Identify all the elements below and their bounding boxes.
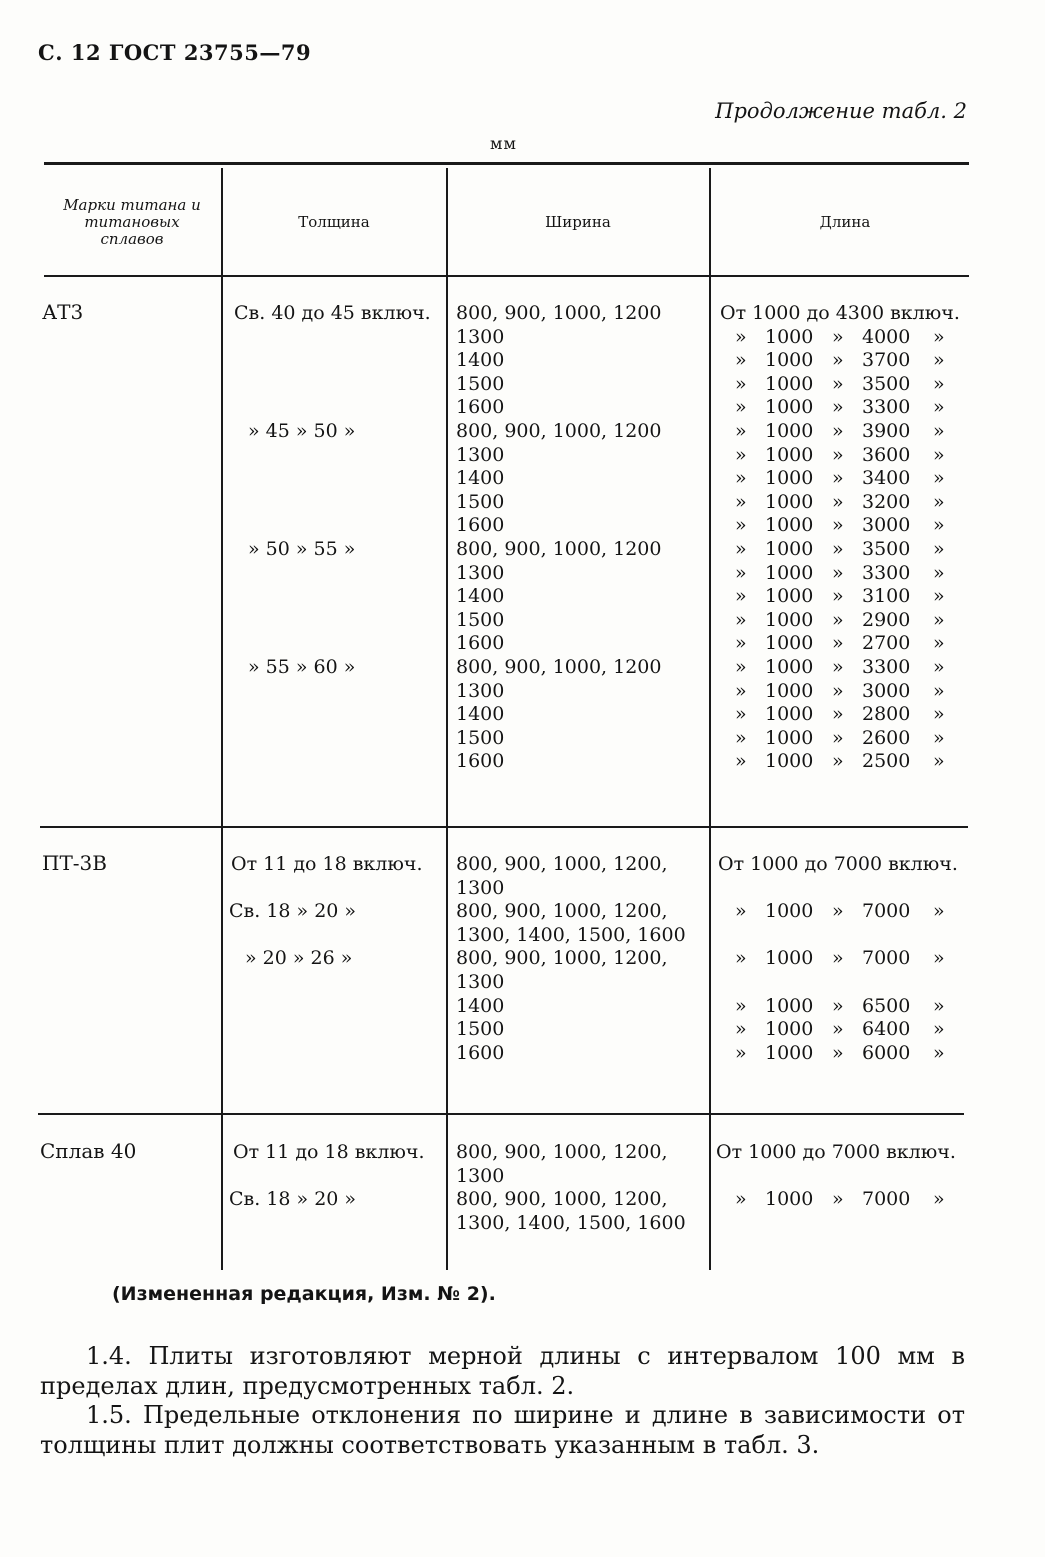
- length-row: [0, 585, 1045, 609]
- ditto-mark: »: [832, 750, 844, 773]
- ditto-mark: »: [832, 1188, 844, 1211]
- length-value: 1000: [765, 1188, 814, 1211]
- length-row: [0, 750, 1045, 774]
- ditto-mark: »: [832, 467, 844, 490]
- ditto-mark: »: [735, 349, 747, 372]
- ditto-mark: »: [832, 679, 844, 702]
- length-value: 1000: [765, 656, 814, 678]
- ditto-mark: »: [832, 632, 844, 655]
- length-value: 3500: [862, 372, 911, 395]
- length-row: [0, 538, 1045, 562]
- paragraph-1-5: 1.5. Предельные отклонения по ширине и длине в зависимости от толщины плит должны соответствовать указанным в табл. 3.: [40, 1401, 965, 1459]
- ditto-mark: »: [735, 538, 747, 560]
- length-value: 1000: [765, 467, 814, 490]
- width-cell: 1300: [456, 325, 505, 348]
- ditto-mark: »: [735, 1018, 747, 1041]
- length-row: [0, 326, 1045, 350]
- thickness-cell: От 11 до 18 включ.: [231, 853, 423, 875]
- length-value: 1000: [765, 420, 814, 442]
- width-cell: 1400: [456, 467, 505, 490]
- ditto-mark: »: [933, 994, 945, 1017]
- ditto-mark: »: [933, 679, 945, 702]
- width-cell: 800, 900, 1000, 1200,: [456, 1188, 668, 1211]
- length-row: [0, 420, 1045, 444]
- ditto-mark: »: [735, 396, 747, 419]
- length-value: 3000: [862, 679, 911, 702]
- thickness-cell: От 11 до 18 включ.: [233, 1141, 425, 1163]
- length-value: 1000: [765, 325, 814, 348]
- length-value: 1000: [765, 994, 814, 1017]
- length-row: [0, 514, 1045, 538]
- length-value: 2500: [862, 750, 911, 773]
- group-separator-2: [38, 1113, 964, 1115]
- length-row: [0, 467, 1045, 491]
- length-value: 2600: [862, 726, 911, 749]
- width-cell: 1500: [456, 490, 505, 513]
- width-cell: 800, 900, 1000, 1200,: [456, 1141, 668, 1163]
- ditto-mark: »: [735, 608, 747, 631]
- width-cell: 1300: [456, 971, 505, 993]
- ditto-mark: »: [933, 1041, 945, 1064]
- length-value: 1000: [765, 514, 814, 537]
- length-value: 4000: [862, 325, 911, 348]
- length-value: 3400: [862, 467, 911, 490]
- length-row: [0, 632, 1045, 656]
- ditto-mark: »: [735, 726, 747, 749]
- ditto-mark: »: [832, 900, 844, 923]
- width-cell: 800, 900, 1000, 1200: [456, 302, 662, 324]
- length-cell: От 1000 до 7000 включ.: [718, 853, 958, 875]
- grade-label: Сплав 40: [40, 1139, 137, 1163]
- width-cell: 1600: [456, 514, 505, 537]
- ditto-mark: »: [735, 420, 747, 442]
- length-value: 1000: [765, 372, 814, 395]
- ditto-mark: »: [933, 420, 945, 442]
- thickness-cell: » 50 » 55 »: [248, 538, 356, 560]
- length-value: 1000: [765, 538, 814, 560]
- length-cell: От 1000 до 7000 включ.: [716, 1141, 956, 1163]
- ditto-mark: »: [832, 994, 844, 1017]
- length-row: [0, 727, 1045, 751]
- ditto-mark: »: [735, 703, 747, 726]
- width-cell: 1300, 1400, 1500, 1600: [456, 923, 686, 946]
- width-cell: 1300: [456, 876, 505, 899]
- length-value: 3000: [862, 514, 911, 537]
- ditto-mark: »: [933, 1018, 945, 1041]
- length-row: [0, 900, 1045, 924]
- ditto-mark: »: [735, 514, 747, 537]
- ditto-mark: »: [735, 585, 747, 608]
- length-cell: От 1000 до 4300 включ.: [720, 302, 960, 324]
- ditto-mark: »: [832, 538, 844, 560]
- width-cell: 1300: [456, 679, 505, 702]
- width-cell: 800, 900, 1000, 1200: [456, 656, 662, 678]
- length-row: [0, 1042, 1045, 1066]
- width-cell: 1400: [456, 703, 505, 726]
- ditto-mark: »: [933, 490, 945, 513]
- header-thickness: Толщина: [298, 213, 370, 231]
- width-cell: 1500: [456, 372, 505, 395]
- ditto-mark: »: [933, 538, 945, 560]
- ditto-mark: »: [832, 656, 844, 678]
- length-value: 3300: [862, 396, 911, 419]
- ditto-mark: »: [832, 325, 844, 348]
- length-value: 6500: [862, 994, 911, 1017]
- ditto-mark: »: [933, 656, 945, 678]
- header-width: Ширина: [545, 213, 611, 231]
- ditto-mark: »: [735, 947, 747, 970]
- ditto-mark: »: [735, 561, 747, 584]
- width-cell: 800, 900, 1000, 1200: [456, 420, 662, 442]
- thickness-cell: Св. 18 » 20 »: [229, 900, 357, 923]
- length-row: [0, 373, 1045, 397]
- ditto-mark: »: [933, 349, 945, 372]
- length-row: [0, 656, 1045, 680]
- length-value: 1000: [765, 349, 814, 372]
- ditto-mark: »: [933, 325, 945, 348]
- ditto-mark: »: [832, 396, 844, 419]
- ditto-mark: »: [933, 561, 945, 584]
- ditto-mark: »: [933, 396, 945, 419]
- ditto-mark: »: [735, 656, 747, 678]
- ditto-mark: »: [933, 703, 945, 726]
- edition-note: (Измененная редакция, Изм. № 2).: [112, 1283, 496, 1305]
- width-cell: 800, 900, 1000, 1200,: [456, 900, 668, 923]
- ditto-mark: »: [832, 349, 844, 372]
- width-cell: 1500: [456, 608, 505, 631]
- length-value: 1000: [765, 726, 814, 749]
- ditto-mark: »: [735, 467, 747, 490]
- ditto-mark: »: [933, 372, 945, 395]
- length-value: 1000: [765, 703, 814, 726]
- length-value: 1000: [765, 1018, 814, 1041]
- length-value: 1000: [765, 443, 814, 466]
- width-cell: 800, 900, 1000, 1200: [456, 538, 662, 560]
- ditto-mark: »: [933, 443, 945, 466]
- table-top-rule: [44, 162, 969, 165]
- page-header: С. 12 ГОСТ 23755—79: [38, 40, 312, 65]
- length-row: [0, 444, 1045, 468]
- ditto-mark: »: [832, 726, 844, 749]
- units-label: мм: [490, 134, 517, 153]
- table-continuation-label: Продолжение табл. 2: [715, 99, 967, 123]
- length-value: 3300: [862, 561, 911, 584]
- length-value: 3600: [862, 443, 911, 466]
- ditto-mark: »: [735, 443, 747, 466]
- header-length: Длина: [819, 213, 871, 231]
- length-value: 1000: [765, 900, 814, 923]
- length-value: 1000: [765, 608, 814, 631]
- ditto-mark: »: [933, 467, 945, 490]
- ditto-mark: »: [933, 947, 945, 970]
- ditto-mark: »: [832, 420, 844, 442]
- ditto-mark: »: [832, 490, 844, 513]
- ditto-mark: »: [735, 1041, 747, 1064]
- ditto-mark: »: [933, 585, 945, 608]
- length-value: 2800: [862, 703, 911, 726]
- length-row: [0, 562, 1045, 586]
- ditto-mark: »: [933, 1188, 945, 1211]
- ditto-mark: »: [832, 1018, 844, 1041]
- paragraph-1-4: 1.4. Плиты изготовляют мерной длины с интервалом 100 мм в пределах длин, предусмотренных табл. 2.: [40, 1342, 965, 1400]
- length-value: 1000: [765, 490, 814, 513]
- length-row: [0, 609, 1045, 633]
- length-row: [0, 680, 1045, 704]
- ditto-mark: »: [933, 514, 945, 537]
- ditto-mark: »: [832, 514, 844, 537]
- ditto-mark: »: [832, 561, 844, 584]
- length-value: 6400: [862, 1018, 911, 1041]
- width-cell: 800, 900, 1000, 1200,: [456, 853, 668, 875]
- ditto-mark: »: [735, 1188, 747, 1211]
- ditto-mark: »: [933, 750, 945, 773]
- length-value: 3100: [862, 585, 911, 608]
- ditto-mark: »: [832, 585, 844, 608]
- ditto-mark: »: [933, 900, 945, 923]
- width-cell: 1300: [456, 561, 505, 584]
- grade-label: ПТ-3В: [42, 851, 107, 875]
- thickness-cell: » 45 » 50 »: [248, 420, 356, 442]
- ditto-mark: »: [735, 325, 747, 348]
- width-cell: 1300: [456, 443, 505, 466]
- length-row: [0, 947, 1045, 971]
- length-row: [0, 1018, 1045, 1042]
- width-cell: 1300, 1400, 1500, 1600: [456, 1211, 686, 1234]
- ditto-mark: »: [735, 679, 747, 702]
- length-value: 1000: [765, 396, 814, 419]
- length-value: 1000: [765, 632, 814, 655]
- length-row: [0, 1188, 1045, 1212]
- length-row: [0, 995, 1045, 1019]
- ditto-mark: »: [832, 608, 844, 631]
- ditto-mark: »: [735, 372, 747, 395]
- width-cell: 1500: [456, 726, 505, 749]
- length-value: 7000: [862, 900, 911, 923]
- length-value: 6000: [862, 1041, 911, 1064]
- length-row: [0, 703, 1045, 727]
- header-grade: Марки титана и титановых сплавов: [63, 196, 201, 248]
- width-cell: 1500: [456, 1018, 505, 1041]
- length-value: 1000: [765, 947, 814, 970]
- group-separator-1: [40, 826, 968, 828]
- ditto-mark: »: [933, 726, 945, 749]
- ditto-mark: »: [832, 443, 844, 466]
- width-cell: 1600: [456, 632, 505, 655]
- length-value: 3900: [862, 420, 911, 442]
- length-value: 3200: [862, 490, 911, 513]
- ditto-mark: »: [832, 1041, 844, 1064]
- length-value: 1000: [765, 679, 814, 702]
- width-cell: 1400: [456, 994, 505, 1017]
- table-header-rule: [44, 275, 969, 277]
- ditto-mark: »: [832, 703, 844, 726]
- thickness-cell: » 55 » 60 »: [248, 656, 356, 678]
- ditto-mark: »: [832, 947, 844, 970]
- length-value: 3500: [862, 538, 911, 560]
- ditto-mark: »: [735, 900, 747, 923]
- thickness-cell: Св. 18 » 20 »: [229, 1188, 357, 1211]
- ditto-mark: »: [832, 372, 844, 395]
- ditto-mark: »: [735, 750, 747, 773]
- ditto-mark: »: [933, 632, 945, 655]
- width-cell: 1300: [456, 1164, 505, 1187]
- width-cell: 1600: [456, 750, 505, 773]
- width-cell: 1400: [456, 585, 505, 608]
- length-value: 7000: [862, 947, 911, 970]
- length-value: 7000: [862, 1188, 911, 1211]
- length-row: [0, 491, 1045, 515]
- length-value: 2900: [862, 608, 911, 631]
- ditto-mark: »: [735, 994, 747, 1017]
- ditto-mark: »: [735, 632, 747, 655]
- grade-label: АТ3: [42, 300, 84, 324]
- length-value: 3300: [862, 656, 911, 678]
- length-value: 1000: [765, 561, 814, 584]
- length-row: [0, 349, 1045, 373]
- length-value: 2700: [862, 632, 911, 655]
- length-value: 3700: [862, 349, 911, 372]
- length-value: 1000: [765, 1041, 814, 1064]
- ditto-mark: »: [933, 608, 945, 631]
- length-row: [0, 396, 1045, 420]
- length-value: 1000: [765, 750, 814, 773]
- width-cell: 1400: [456, 349, 505, 372]
- width-cell: 800, 900, 1000, 1200,: [456, 947, 668, 970]
- thickness-cell: » 20 » 26 »: [245, 947, 353, 970]
- width-cell: 1600: [456, 396, 505, 419]
- thickness-cell: Св. 40 до 45 включ.: [234, 302, 431, 324]
- width-cell: 1600: [456, 1041, 505, 1064]
- length-value: 1000: [765, 585, 814, 608]
- ditto-mark: »: [735, 490, 747, 513]
